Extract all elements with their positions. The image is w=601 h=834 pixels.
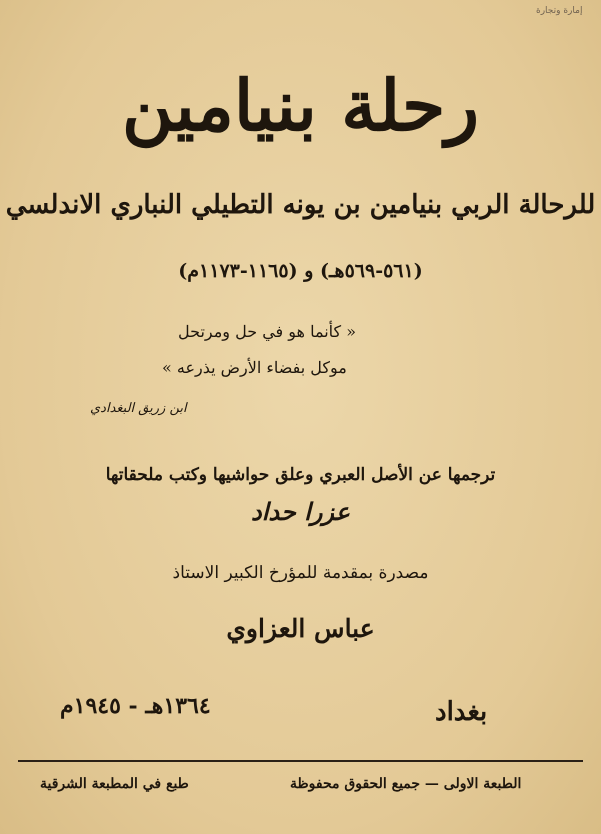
poem-line-2: موكل بفضاء الأرض يذرعه »	[162, 358, 347, 377]
footer-divider	[18, 760, 583, 762]
poem-line-1: « كأنما هو في حل ومرتحل	[178, 322, 357, 341]
poem-author: ابن زريق البغدادي	[90, 401, 187, 416]
book-title: رحلة بنيامين	[121, 64, 480, 147]
edition-rights: الطبعة الاولى — جميع الحقوق محفوظة	[290, 776, 522, 792]
introduction-note: مصدرة بمقدمة للمؤرخ الكبير الاستاذ	[172, 563, 429, 583]
translator-name: عزرا حداد	[251, 497, 350, 526]
publication-city: بغداد	[435, 697, 488, 727]
translation-note: ترجمها عن الأصل العبري وعلق حواشيها وكتب ملحقاتها	[105, 465, 496, 485]
introduction-author: عباس العزاوي	[226, 614, 375, 643]
corner-text: إمارة وتجارة	[536, 6, 583, 16]
book-dates: (٥٦١-٥٦٩هـ) و (١١٦٥-١١٧٣م)	[178, 260, 423, 282]
publication-year: ١٣٦٤هـ - ١٩٤٥م	[60, 693, 211, 719]
printer-note: طبع في المطبعة الشرقية	[40, 776, 189, 792]
book-subtitle: للرحالة الربي بنيامين بن يونه التطيلي النباري الاندلسي	[5, 190, 596, 220]
